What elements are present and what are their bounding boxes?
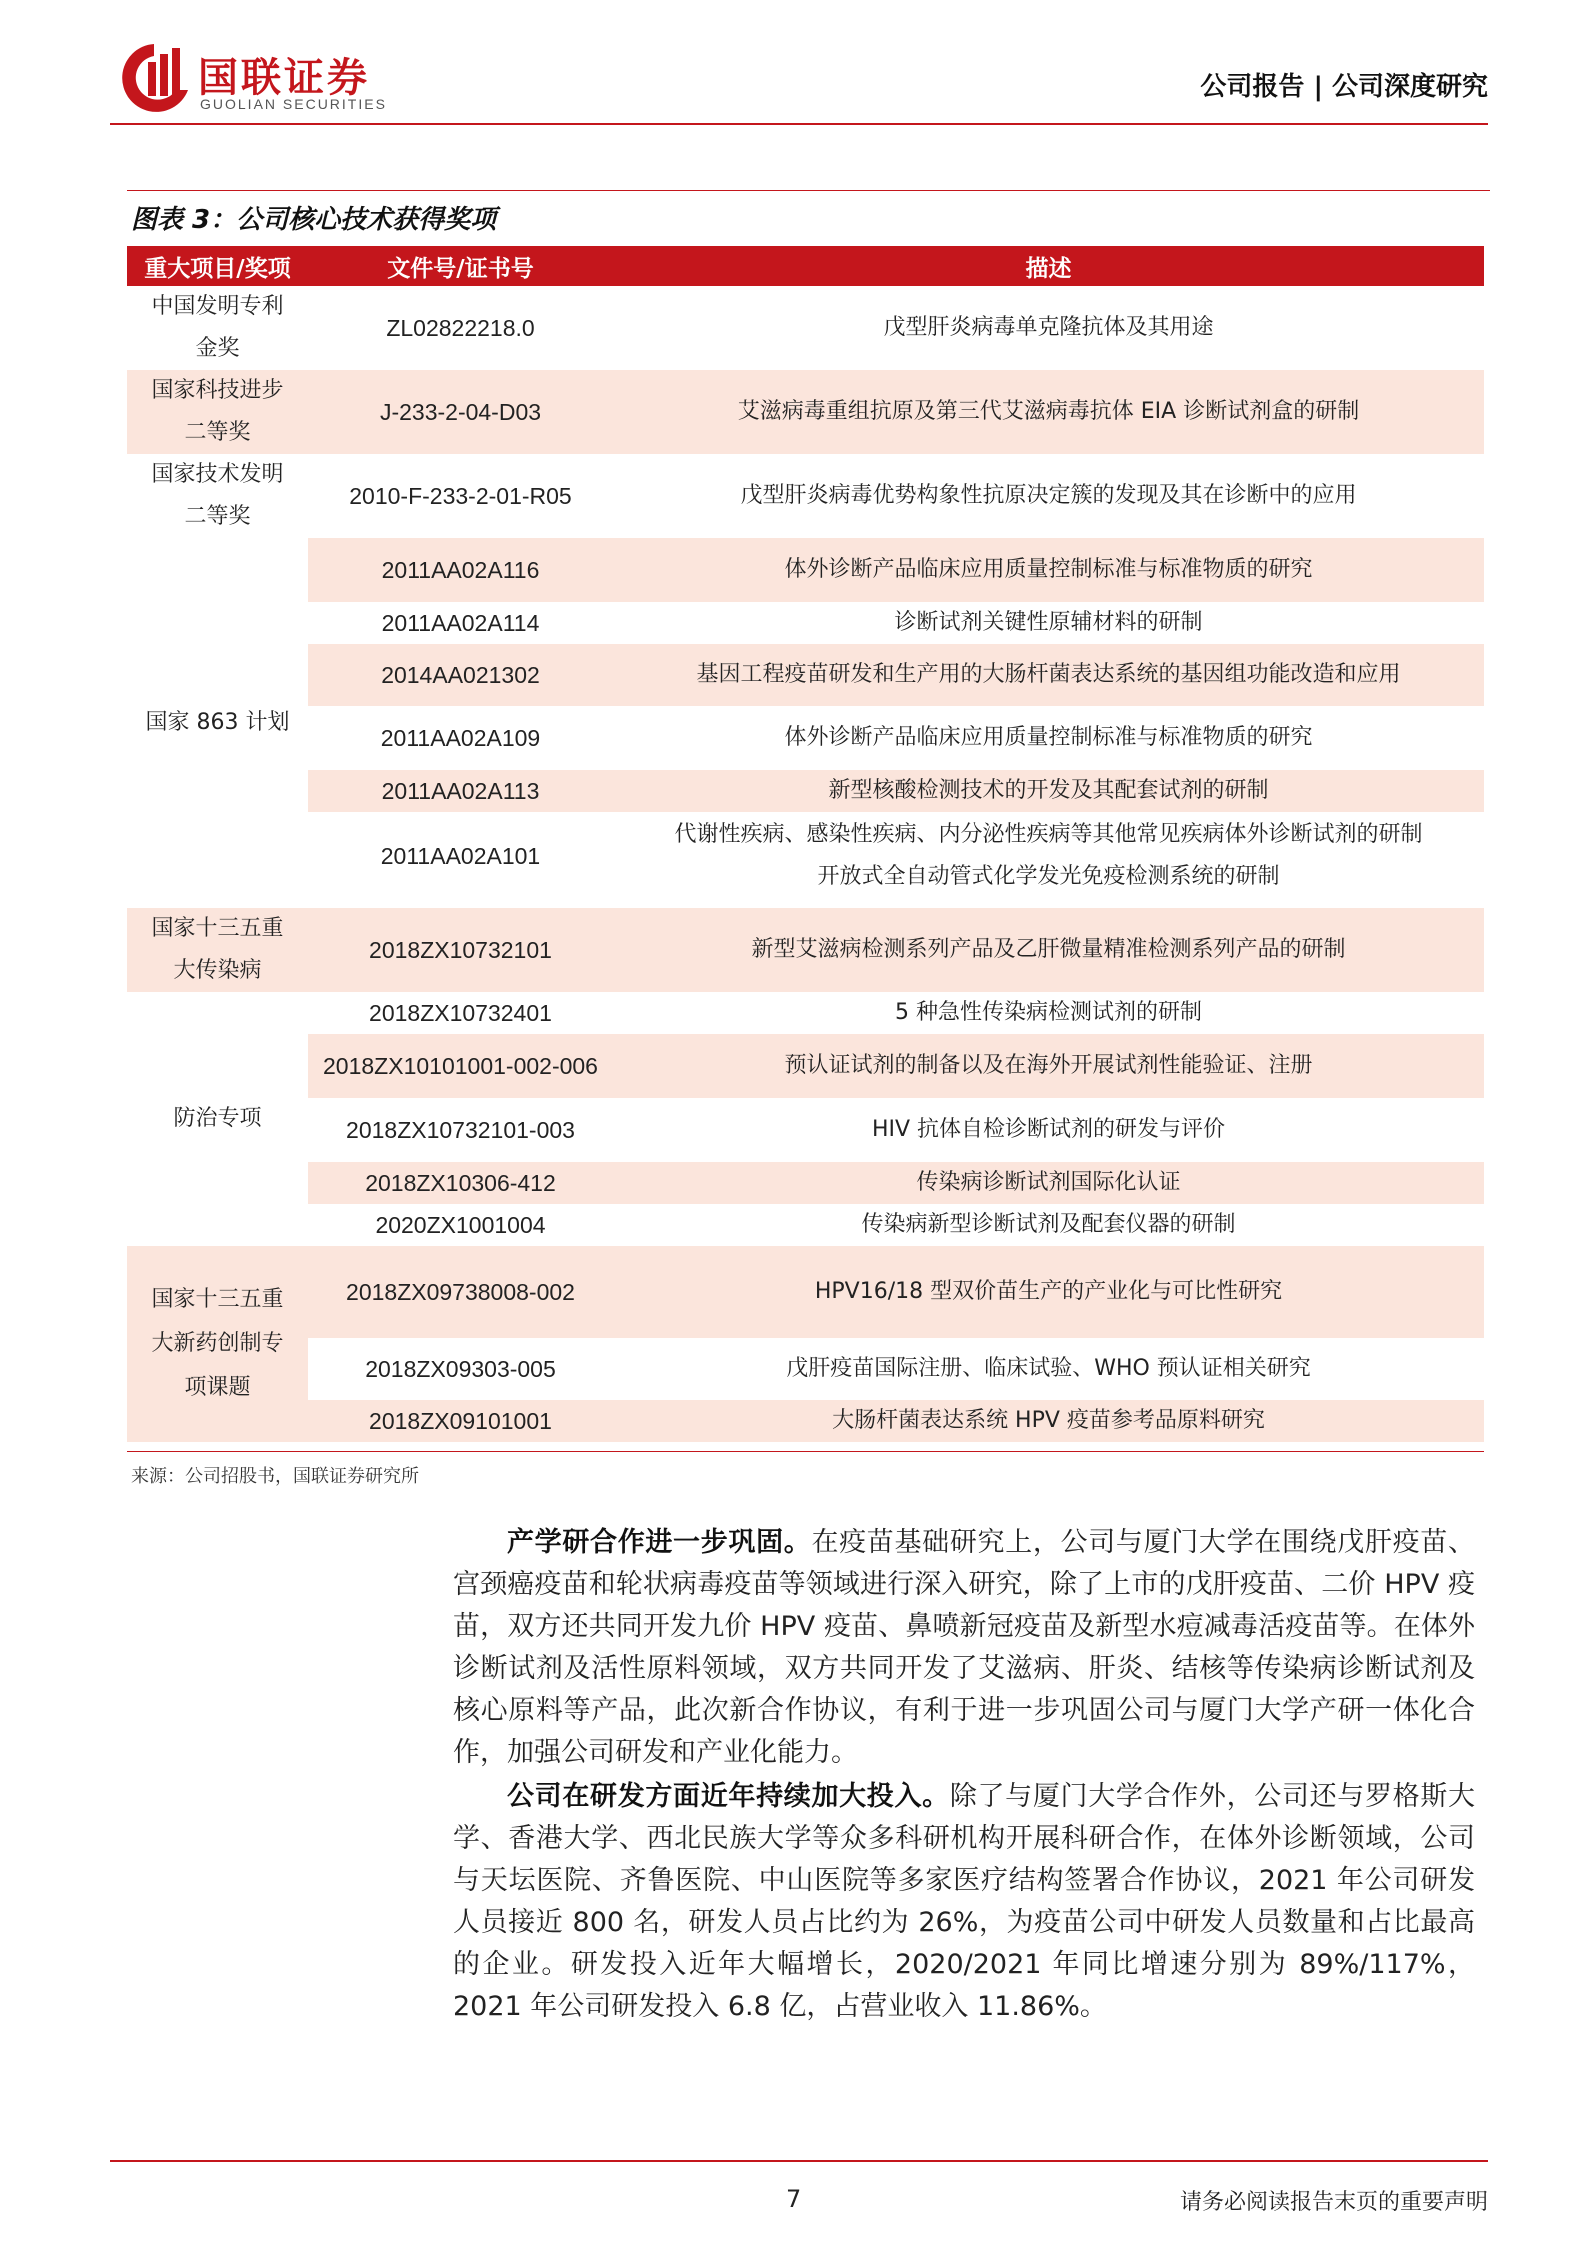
category-cell: 中国发明专利 金奖: [151, 294, 284, 361]
code-cell: 2020ZX1001004: [375, 1212, 546, 1238]
code-cell: 2011AA02A101: [380, 843, 541, 869]
paragraph-lead: 公司在研发方面近年持续加大投入。: [507, 1781, 950, 1812]
table-row: [127, 1400, 1484, 1442]
description-cell: 传染病新型诊断试剂及配套仪器的研制: [861, 1212, 1236, 1237]
code-cell: 2018ZX10732101-003: [346, 1117, 575, 1143]
table-row: [127, 992, 1484, 1034]
table-row: [127, 908, 1484, 992]
table-row: [127, 286, 1484, 370]
description-cell: 戊肝疫苗国际注册、临床试验、WHO 预认证相关研究: [786, 1356, 1311, 1381]
description-cell: 诊断试剂关键性原辅材料的研制: [894, 610, 1203, 635]
category-cell: 防治专项: [173, 1106, 262, 1131]
description-cell: 新型核酸检测技术的开发及其配套试剂的研制: [613, 770, 1484, 812]
table-row: [127, 1204, 1484, 1246]
table-row: [127, 538, 1484, 602]
table-row: [127, 770, 1484, 812]
category-cell: 国家科技进步 二等奖: [127, 370, 308, 454]
page-number: 7: [786, 2185, 802, 2213]
code-cell: J-233-2-04-D03: [308, 370, 613, 454]
paragraph-body: 除了与厦门大学合作外，公司还与罗格斯大学、香港大学、西北民族大学等众多科研机构开展科研合作，在体外诊断领域，公司与天坛医院、齐鲁医院、中山医院等多家医疗结构签署合作协议，2021 年公司研发人员接近 800 名，研发人员占比约为 26%，为疫苗公司中研发人员数量和占比最高的企业。研发投入近年大幅增长，2020/2021 年同比增速分别为 89%/117%，2021 年公司研发投入 6.8 亿，占营业收入 11.86%。: [453, 1781, 1476, 2022]
table-row: [127, 1162, 1484, 1204]
code-cell: 2011AA02A114: [381, 610, 540, 636]
footer-divider: [110, 2160, 1488, 2162]
figure-top-rule: [127, 190, 1490, 191]
table-row: [127, 644, 1484, 706]
logo-chinese-name: 国联证券: [198, 55, 370, 101]
table-header-row: [127, 246, 1484, 286]
figure-bottom-rule: [127, 1451, 1484, 1452]
paragraph-industry-research: [453, 1522, 1475, 1774]
category-cell: 国家十三五重 大新药创制专 项课题: [127, 1246, 308, 1442]
awards-table: [127, 246, 1484, 1442]
table-row: [127, 1034, 1484, 1098]
code-cell: 2018ZX09101001: [308, 1400, 613, 1442]
description-cell: 戊型肝炎病毒单克隆抗体及其用途: [883, 315, 1214, 340]
description-cell: 预认证试剂的制备以及在海外开展试剂性能验证、注册: [613, 1034, 1484, 1098]
category-cell: 国家十三五重 大传染病: [127, 908, 308, 992]
column-header-code: 文件号/证书号: [308, 246, 613, 286]
table-row: [127, 812, 1484, 900]
paragraph-lead: 产学研合作进一步巩固。: [507, 1527, 812, 1558]
description-cell: 传染病诊断试剂国际化认证: [613, 1162, 1484, 1204]
column-header-description: 描述: [613, 246, 1484, 286]
code-cell: 2018ZX10101001-002-006: [308, 1034, 613, 1098]
description-cell: HIV 抗体自检诊断试剂的研发与评价: [871, 1117, 1226, 1142]
logo-english-name: GUOLIAN SECURITIES: [200, 96, 387, 112]
description-cell: 大肠杆菌表达系统 HPV 疫苗参考品原料研究: [613, 1400, 1484, 1442]
code-cell: 2014AA021302: [308, 644, 613, 706]
table-row: [127, 706, 1484, 770]
column-header-award: 重大项目/奖项: [127, 246, 308, 286]
description-cell: 5 种急性传染病检测试剂的研制: [895, 1000, 1202, 1025]
category-cell: 国家 863 计划: [145, 710, 290, 735]
code-cell: 2011AA02A113: [308, 770, 613, 812]
table-row: [127, 454, 1484, 538]
description-cell: 体外诊断产品临床应用质量控制标准与标准物质的研究: [784, 725, 1313, 750]
paragraph-body: 在疫苗基础研究上，公司与厦门大学在围绕戊肝疫苗、宫颈癌疫苗和轮状病毒疫苗等领域进行深入研究，除了上市的戊肝疫苗、二价 HPV 疫苗，双方还共同开发九价 HPV 疫苗、鼻喷新冠疫苗及新型水痘减毒活疫苗等。在体外诊断试剂及活性原料领域，双方共同开发了艾滋病、肝炎、结核等传染病诊断试剂及核心原料等产品，此次新合作协议，有利于进一步巩固公司与厦门大学产研一体化合作，加强公司研发和产业化能力。: [453, 1527, 1476, 1768]
table-row: [127, 602, 1484, 644]
code-cell: 2018ZX10732401: [369, 1000, 552, 1026]
company-logo: [118, 40, 428, 118]
description-cell: 体外诊断产品临床应用质量控制标准与标准物质的研究: [613, 538, 1484, 602]
code-cell: 2011AA02A116: [308, 538, 613, 602]
table-row: [127, 1338, 1484, 1400]
page-header: [110, 38, 1488, 122]
code-cell: 2011AA02A109: [380, 725, 541, 751]
code-cell: ZL02822218.0: [386, 315, 535, 341]
code-cell: 2018ZX09303-005: [365, 1356, 556, 1382]
report-type-label: 公司报告 | 公司深度研究: [1200, 72, 1488, 102]
logo-emblem-icon: [118, 40, 190, 118]
table-row: [127, 370, 1484, 454]
figure-title: 图表 3：公司核心技术获得奖项: [131, 205, 497, 235]
disclaimer-note: 请务必阅读报告末页的重要声明: [1179, 2190, 1488, 2215]
description-cell: 基因工程疫苗研发和生产用的大肠杆菌表达系统的基因组功能改造和应用: [613, 644, 1484, 706]
table-row: [127, 1246, 1484, 1338]
category-cell: 国家技术发明 二等奖: [151, 462, 284, 529]
description-cell: 戊型肝炎病毒优势构象性抗原决定簇的发现及其在诊断中的应用: [740, 483, 1357, 508]
code-cell: 2018ZX10306-412: [308, 1162, 613, 1204]
code-cell: 2018ZX09738008-002: [308, 1246, 613, 1338]
table-spacer-row: [127, 900, 1484, 908]
figure-source: 来源：公司招股书，国联证券研究所: [131, 1466, 419, 1487]
paragraph-rd-investment: [453, 1776, 1475, 2028]
description-cell: 新型艾滋病检测系列产品及乙肝微量精准检测系列产品的研制: [613, 908, 1484, 992]
code-cell: 2010-F-233-2-01-R05: [349, 483, 572, 509]
description-cell: 代谢性疾病、感染性疾病、内分泌性疾病等其他常见疾病体外诊断试剂的研制 开放式全自动管式化学发光免疫检测系统的研制: [674, 822, 1423, 889]
description-cell: 艾滋病毒重组抗原及第三代艾滋病毒抗体 EIA 诊断试剂盒的研制: [613, 370, 1484, 454]
header-divider: [110, 123, 1488, 125]
code-cell: 2018ZX10732101: [308, 908, 613, 992]
description-cell: HPV16/18 型双价苗生产的产业化与可比性研究: [613, 1246, 1484, 1338]
table-row: [127, 1098, 1484, 1162]
